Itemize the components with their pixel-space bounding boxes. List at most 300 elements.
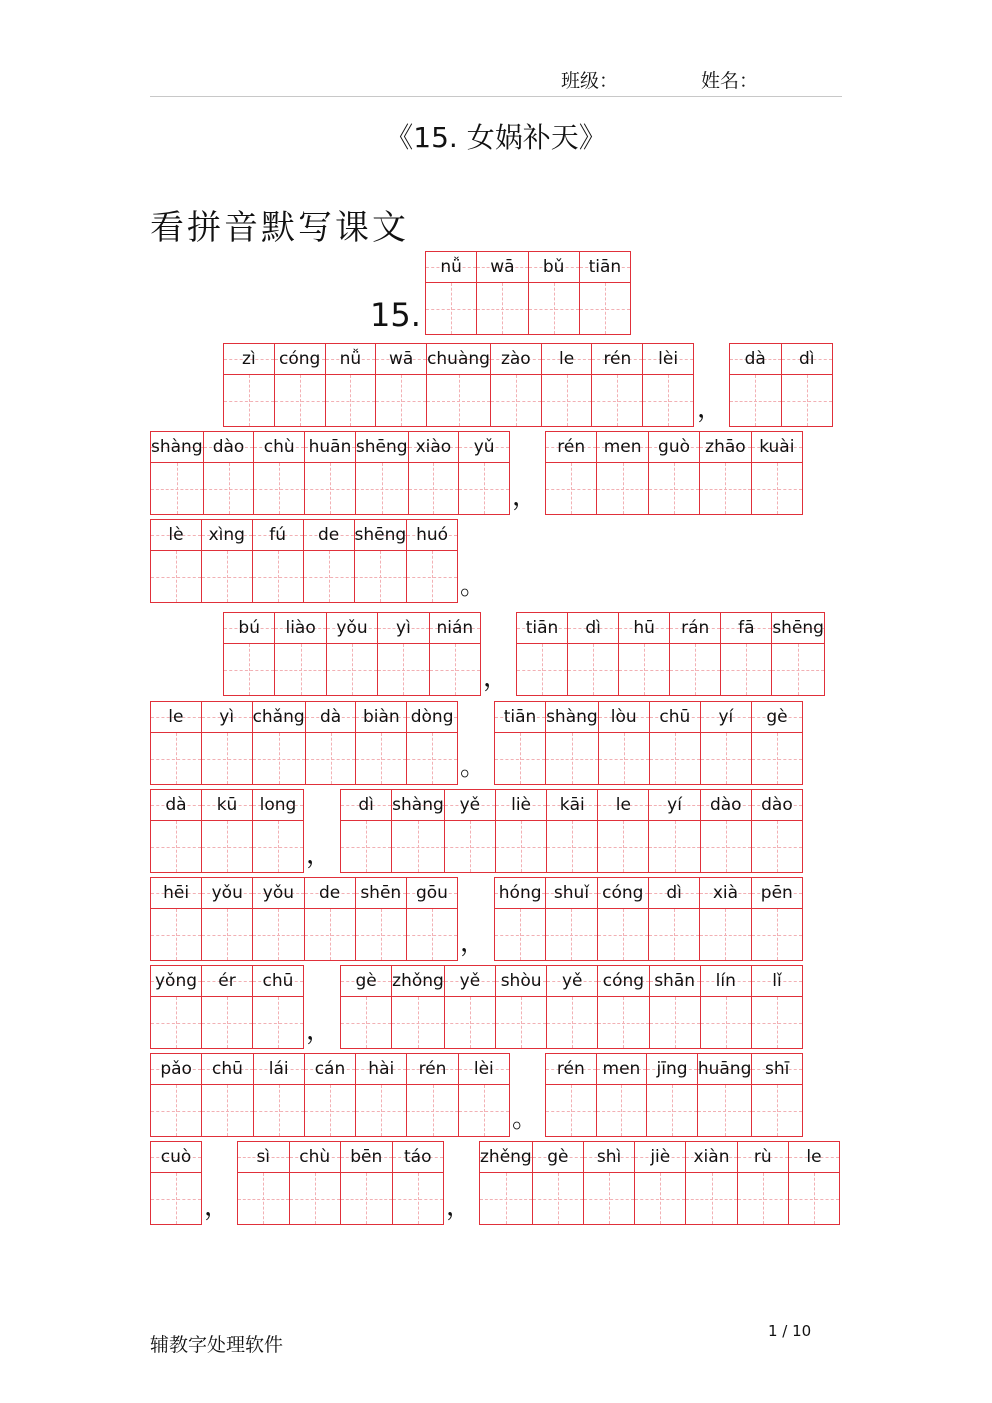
writing-square[interactable] bbox=[650, 733, 700, 784]
writing-square[interactable] bbox=[253, 909, 303, 960]
writing-square[interactable] bbox=[151, 733, 201, 784]
character-cell bbox=[517, 613, 568, 695]
writing-square[interactable] bbox=[204, 463, 254, 514]
character-cell bbox=[341, 966, 392, 1048]
writing-square[interactable] bbox=[407, 909, 457, 960]
pinyin-syllable: chù bbox=[263, 437, 295, 457]
character-cell bbox=[304, 520, 355, 602]
writing-square[interactable] bbox=[670, 644, 720, 695]
writing-square[interactable] bbox=[275, 644, 325, 695]
character-cell bbox=[598, 966, 649, 1048]
character-cell bbox=[643, 344, 693, 426]
writing-square[interactable] bbox=[650, 997, 700, 1048]
pinyin-syllable: yǔ bbox=[473, 437, 495, 457]
writing-square[interactable] bbox=[151, 909, 201, 960]
pinyin-box bbox=[477, 252, 527, 283]
writing-square[interactable] bbox=[546, 463, 596, 514]
pinyin-syllable: zì bbox=[242, 349, 256, 369]
pinyin-syllable: rán bbox=[681, 618, 710, 638]
writing-square[interactable] bbox=[427, 375, 490, 426]
writing-square[interactable] bbox=[649, 463, 699, 514]
character-cell bbox=[445, 966, 496, 1048]
pinyin-box bbox=[392, 966, 444, 997]
pinyin-box bbox=[649, 432, 699, 463]
pinyin-box bbox=[598, 790, 648, 821]
writing-square[interactable] bbox=[202, 733, 252, 784]
writing-square[interactable] bbox=[202, 1085, 252, 1136]
writing-square[interactable] bbox=[327, 644, 377, 695]
pinyin-box bbox=[356, 878, 406, 909]
writing-square[interactable] bbox=[407, 1085, 457, 1136]
pinyin-syllable: chuàng bbox=[427, 349, 490, 369]
writing-square[interactable] bbox=[496, 997, 546, 1048]
character-cell bbox=[649, 878, 700, 960]
pinyin-syllable: dà bbox=[744, 349, 766, 369]
pinyin-box bbox=[376, 344, 426, 375]
pinyin-syllable: táo bbox=[404, 1147, 432, 1167]
character-cell bbox=[650, 966, 701, 1048]
pinyin-box bbox=[738, 1142, 788, 1173]
character-cell bbox=[151, 1054, 202, 1136]
pinyin-syllable: yě bbox=[459, 971, 481, 991]
pinyin-syllable: shì bbox=[596, 1147, 622, 1167]
pinyin-syllable: cuò bbox=[160, 1147, 192, 1167]
pinyin-box bbox=[546, 702, 598, 733]
writing-square[interactable] bbox=[598, 997, 648, 1048]
character-cell bbox=[752, 790, 802, 872]
pinyin-box bbox=[496, 790, 546, 821]
pinyin-box bbox=[253, 878, 303, 909]
writing-square[interactable] bbox=[491, 375, 541, 426]
pinyin-box bbox=[752, 702, 802, 733]
pinyin-box bbox=[151, 1142, 201, 1173]
pinyin-syllable: rén bbox=[418, 1059, 447, 1079]
punctuation-mark: ， bbox=[460, 928, 487, 958]
character-cell bbox=[635, 1142, 686, 1224]
writing-square[interactable] bbox=[407, 551, 457, 602]
character-cell bbox=[546, 1054, 597, 1136]
writing-square[interactable] bbox=[598, 909, 648, 960]
character-cell bbox=[698, 1054, 753, 1136]
tianzige-group bbox=[340, 789, 803, 873]
writing-square[interactable] bbox=[752, 1085, 802, 1136]
character-cell bbox=[392, 966, 445, 1048]
writing-square[interactable] bbox=[480, 1173, 532, 1224]
pinyin-syllable: shòu bbox=[500, 971, 542, 991]
writing-square[interactable] bbox=[584, 1173, 634, 1224]
pinyin-syllable: huāng bbox=[697, 1059, 752, 1079]
pinyin-syllable: men bbox=[602, 1059, 641, 1079]
pinyin-box bbox=[584, 1142, 634, 1173]
pinyin-syllable: shàng bbox=[392, 795, 444, 815]
punctuation-mark: ， bbox=[204, 1192, 231, 1222]
pinyin-syllable: pǎo bbox=[160, 1059, 192, 1079]
pinyin-box bbox=[202, 878, 252, 909]
pinyin-syllable: kāi bbox=[559, 795, 585, 815]
pinyin-box bbox=[643, 344, 693, 375]
pinyin-syllable: jiè bbox=[650, 1147, 671, 1167]
writing-square[interactable] bbox=[355, 551, 407, 602]
writing-square[interactable] bbox=[597, 463, 647, 514]
pinyin-syllable: cóng bbox=[602, 971, 645, 991]
writing-square[interactable] bbox=[253, 997, 303, 1048]
writing-square[interactable] bbox=[598, 821, 648, 872]
pinyin-syllable: shàng bbox=[151, 437, 203, 457]
writing-square[interactable] bbox=[772, 644, 824, 695]
character-cell bbox=[253, 790, 303, 872]
pinyin-box bbox=[356, 702, 406, 733]
writing-square[interactable] bbox=[529, 283, 579, 334]
character-cell bbox=[496, 966, 547, 1048]
writing-square[interactable] bbox=[752, 909, 802, 960]
writing-square[interactable] bbox=[151, 1173, 201, 1224]
writing-square[interactable] bbox=[701, 821, 751, 872]
writing-square[interactable] bbox=[275, 375, 325, 426]
character-cell bbox=[305, 878, 356, 960]
pinyin-syllable: yǒng bbox=[154, 971, 198, 991]
pinyin-syllable: rén bbox=[557, 437, 586, 457]
pinyin-syllable: dà bbox=[165, 795, 187, 815]
writing-square[interactable] bbox=[151, 997, 201, 1048]
writing-square[interactable] bbox=[254, 1085, 304, 1136]
writing-square[interactable] bbox=[533, 1173, 583, 1224]
tianzige-group bbox=[516, 612, 825, 696]
pinyin-box bbox=[445, 790, 495, 821]
pinyin-box bbox=[568, 613, 618, 644]
tianzige-group bbox=[223, 612, 481, 696]
character-cell bbox=[496, 790, 547, 872]
writing-square[interactable] bbox=[392, 821, 444, 872]
character-cell bbox=[480, 1142, 533, 1224]
character-cell bbox=[701, 790, 752, 872]
writing-square[interactable] bbox=[547, 997, 597, 1048]
character-cell bbox=[407, 878, 457, 960]
writing-square[interactable] bbox=[649, 821, 699, 872]
character-cell bbox=[647, 1054, 698, 1136]
pinyin-box bbox=[356, 1054, 406, 1085]
pinyin-syllable: lòu bbox=[610, 707, 637, 727]
pinyin-box bbox=[700, 878, 750, 909]
pinyin-syllable: hài bbox=[368, 1059, 395, 1079]
writing-square[interactable] bbox=[326, 375, 376, 426]
writing-square[interactable] bbox=[496, 821, 546, 872]
writing-square[interactable] bbox=[597, 1085, 647, 1136]
writing-square[interactable] bbox=[701, 997, 751, 1048]
pinyin-syllable: dì bbox=[358, 795, 374, 815]
pinyin-syllable: dì bbox=[798, 349, 815, 369]
writing-square[interactable] bbox=[546, 1085, 596, 1136]
writing-square[interactable] bbox=[376, 375, 426, 426]
character-cell bbox=[151, 878, 202, 960]
pinyin-box bbox=[517, 613, 567, 644]
pinyin-syllable: lái bbox=[268, 1059, 289, 1079]
writing-square[interactable] bbox=[253, 821, 303, 872]
pinyin-box bbox=[495, 878, 545, 909]
pinyin-box bbox=[701, 790, 751, 821]
writing-square[interactable] bbox=[477, 283, 527, 334]
character-cell bbox=[789, 1142, 839, 1224]
writing-square[interactable] bbox=[224, 644, 274, 695]
pinyin-syllable: le bbox=[559, 349, 575, 369]
writing-square[interactable] bbox=[701, 733, 751, 784]
pinyin-box bbox=[290, 1142, 341, 1173]
tianzige-group bbox=[425, 251, 631, 335]
writing-square[interactable] bbox=[407, 733, 457, 784]
character-cell bbox=[356, 1054, 407, 1136]
pinyin-syllable: hēi bbox=[163, 883, 190, 903]
character-cell bbox=[701, 702, 752, 784]
writing-square[interactable] bbox=[752, 733, 802, 784]
punctuation-mark: ， bbox=[512, 482, 539, 512]
tianzige-group bbox=[150, 431, 510, 515]
writing-square[interactable] bbox=[721, 644, 771, 695]
writing-square[interactable] bbox=[495, 733, 545, 784]
writing-square[interactable] bbox=[378, 644, 428, 695]
writing-square[interactable] bbox=[341, 997, 391, 1048]
writing-square[interactable] bbox=[202, 551, 252, 602]
character-cell bbox=[542, 344, 593, 426]
character-cell bbox=[547, 790, 598, 872]
writing-square[interactable] bbox=[393, 1173, 444, 1224]
tianzige-group bbox=[479, 1141, 840, 1225]
character-cell bbox=[327, 613, 378, 695]
writing-square[interactable] bbox=[151, 463, 203, 514]
character-cell bbox=[752, 966, 802, 1048]
writing-square[interactable] bbox=[356, 733, 406, 784]
character-cell bbox=[151, 702, 202, 784]
tianzige-group bbox=[729, 343, 833, 427]
writing-square[interactable] bbox=[238, 1173, 289, 1224]
writing-square[interactable] bbox=[580, 283, 630, 334]
writing-square[interactable] bbox=[686, 1173, 736, 1224]
pinyin-syllable: nǚ bbox=[339, 349, 362, 369]
pinyin-syllable: gè bbox=[355, 971, 377, 991]
tianzige-group bbox=[494, 701, 803, 785]
pinyin-syllable: gōu bbox=[415, 883, 448, 903]
writing-square[interactable] bbox=[599, 733, 649, 784]
character-cell bbox=[533, 1142, 584, 1224]
writing-square[interactable] bbox=[635, 1173, 685, 1224]
writing-square[interactable] bbox=[341, 821, 391, 872]
pinyin-syllable: cóng bbox=[602, 883, 644, 903]
pinyin-syllable: gè bbox=[547, 1147, 569, 1167]
character-cell bbox=[151, 520, 202, 602]
writing-square[interactable] bbox=[782, 375, 833, 426]
character-cell bbox=[491, 344, 542, 426]
pinyin-box bbox=[598, 878, 648, 909]
character-cell bbox=[376, 344, 427, 426]
writing-square[interactable] bbox=[224, 375, 274, 426]
writing-square[interactable] bbox=[542, 375, 592, 426]
pinyin-box bbox=[407, 878, 457, 909]
writing-square[interactable] bbox=[253, 733, 305, 784]
pinyin-box bbox=[254, 432, 304, 463]
pinyin-syllable: huó bbox=[416, 525, 449, 545]
pinyin-syllable: rù bbox=[753, 1147, 772, 1167]
character-cell bbox=[597, 1054, 648, 1136]
character-cell bbox=[254, 432, 305, 514]
pinyin-syllable: lè bbox=[168, 525, 184, 545]
pinyin-box bbox=[580, 252, 630, 283]
pinyin-syllable: men bbox=[603, 437, 642, 457]
pinyin-box bbox=[598, 966, 648, 997]
character-cell bbox=[355, 520, 408, 602]
writing-square[interactable] bbox=[700, 909, 750, 960]
writing-square[interactable] bbox=[459, 463, 509, 514]
writing-square[interactable] bbox=[738, 1173, 788, 1224]
document-title: 《15. 女娲补天》 bbox=[385, 121, 607, 154]
pinyin-box bbox=[305, 432, 355, 463]
writing-square[interactable] bbox=[789, 1173, 839, 1224]
pinyin-box bbox=[547, 790, 597, 821]
pinyin-syllable: dào bbox=[709, 795, 742, 815]
pinyin-box bbox=[304, 520, 354, 551]
pinyin-box bbox=[547, 966, 597, 997]
pinyin-syllable: gè bbox=[766, 707, 788, 727]
writing-square[interactable] bbox=[649, 909, 699, 960]
character-cell bbox=[305, 432, 356, 514]
pinyin-box bbox=[459, 1054, 509, 1085]
pinyin-box bbox=[275, 344, 325, 375]
pinyin-syllable: tiān bbox=[525, 618, 559, 638]
writing-square[interactable] bbox=[202, 821, 252, 872]
writing-square[interactable] bbox=[392, 997, 444, 1048]
section-heading: 看拼音默写课文 bbox=[150, 208, 409, 248]
pinyin-syllable: nián bbox=[436, 618, 474, 638]
writing-square[interactable] bbox=[409, 463, 459, 514]
writing-square[interactable] bbox=[341, 1173, 392, 1224]
character-cell bbox=[782, 344, 833, 426]
pinyin-box bbox=[772, 613, 824, 644]
writing-square[interactable] bbox=[647, 1085, 697, 1136]
writing-square[interactable] bbox=[445, 821, 495, 872]
pinyin-syllable: le bbox=[168, 707, 184, 727]
writing-square[interactable] bbox=[426, 283, 476, 334]
tianzige-group bbox=[150, 519, 458, 603]
character-cell bbox=[151, 790, 202, 872]
character-cell bbox=[224, 613, 275, 695]
tianzige-group bbox=[340, 965, 803, 1049]
pinyin-syllable: fú bbox=[269, 525, 287, 545]
lesson-number: 15. bbox=[370, 296, 421, 334]
character-cell bbox=[430, 613, 480, 695]
writing-square[interactable] bbox=[643, 375, 693, 426]
pinyin-box bbox=[254, 1054, 304, 1085]
writing-square[interactable] bbox=[547, 821, 597, 872]
character-cell bbox=[598, 878, 649, 960]
writing-square[interactable] bbox=[253, 551, 303, 602]
writing-square[interactable] bbox=[546, 733, 598, 784]
pinyin-syllable: shēng bbox=[772, 618, 824, 638]
writing-square[interactable] bbox=[254, 463, 304, 514]
pinyin-syllable: cóng bbox=[278, 349, 321, 369]
character-cell bbox=[151, 966, 202, 1048]
writing-square[interactable] bbox=[752, 821, 802, 872]
writing-square[interactable] bbox=[356, 909, 406, 960]
character-cell bbox=[598, 790, 649, 872]
character-cell bbox=[202, 966, 253, 1048]
writing-square[interactable] bbox=[290, 1173, 341, 1224]
character-cell bbox=[275, 344, 326, 426]
pinyin-box bbox=[275, 613, 325, 644]
pinyin-box bbox=[305, 878, 355, 909]
writing-square[interactable] bbox=[619, 644, 669, 695]
writing-square[interactable] bbox=[305, 463, 355, 514]
writing-square[interactable] bbox=[568, 644, 618, 695]
character-cell bbox=[253, 520, 304, 602]
pinyin-syllable: de bbox=[318, 883, 341, 903]
pinyin-syllable: kū bbox=[216, 795, 238, 815]
pinyin-box bbox=[592, 344, 642, 375]
writing-square[interactable] bbox=[151, 1085, 201, 1136]
writing-square[interactable] bbox=[700, 463, 750, 514]
character-cell bbox=[459, 432, 509, 514]
pinyin-box bbox=[700, 432, 750, 463]
character-cell bbox=[306, 702, 357, 784]
pinyin-syllable: xiào bbox=[415, 437, 452, 457]
pinyin-box bbox=[224, 613, 274, 644]
writing-square[interactable] bbox=[202, 997, 252, 1048]
writing-square[interactable] bbox=[430, 644, 480, 695]
writing-square[interactable] bbox=[546, 909, 596, 960]
writing-square[interactable] bbox=[730, 375, 781, 426]
writing-square[interactable] bbox=[306, 733, 356, 784]
character-cell bbox=[701, 966, 752, 1048]
writing-square[interactable] bbox=[356, 463, 408, 514]
pinyin-box bbox=[355, 520, 407, 551]
pinyin-syllable: shuǐ bbox=[553, 883, 590, 903]
pinyin-syllable: dào bbox=[761, 795, 793, 815]
page-number: 1 / 10 bbox=[768, 1322, 812, 1340]
pinyin-syllable: zhěng bbox=[480, 1147, 532, 1167]
pinyin-box bbox=[151, 1054, 201, 1085]
punctuation-mark: ， bbox=[306, 1016, 333, 1046]
pinyin-syllable: yě bbox=[459, 795, 481, 815]
pinyin-box bbox=[649, 790, 699, 821]
pinyin-syllable: lèi bbox=[658, 349, 679, 369]
pinyin-box bbox=[546, 878, 596, 909]
writing-square[interactable] bbox=[151, 551, 201, 602]
writing-square[interactable] bbox=[305, 909, 355, 960]
writing-square[interactable] bbox=[305, 1085, 355, 1136]
writing-square[interactable] bbox=[459, 1085, 509, 1136]
pinyin-syllable: kuài bbox=[759, 437, 795, 457]
writing-square[interactable] bbox=[304, 551, 354, 602]
writing-square[interactable] bbox=[752, 997, 802, 1048]
character-cell bbox=[356, 878, 407, 960]
pinyin-syllable: sì bbox=[256, 1147, 271, 1167]
pinyin-box bbox=[491, 344, 541, 375]
character-cell bbox=[253, 966, 303, 1048]
writing-square[interactable] bbox=[202, 909, 252, 960]
character-cell bbox=[584, 1142, 635, 1224]
writing-square[interactable] bbox=[356, 1085, 406, 1136]
pinyin-syllable: bǔ bbox=[542, 257, 565, 277]
character-cell bbox=[290, 1142, 342, 1224]
writing-square[interactable] bbox=[698, 1085, 752, 1136]
writing-square[interactable] bbox=[495, 909, 545, 960]
writing-square[interactable] bbox=[752, 463, 802, 514]
character-cell bbox=[495, 702, 546, 784]
pinyin-syllable: liào bbox=[285, 618, 316, 638]
pinyin-syllable: zhǒng bbox=[392, 971, 444, 991]
writing-square[interactable] bbox=[151, 821, 201, 872]
writing-square[interactable] bbox=[592, 375, 642, 426]
punctuation-mark: ， bbox=[697, 394, 724, 424]
pinyin-box bbox=[427, 344, 490, 375]
writing-square[interactable] bbox=[517, 644, 567, 695]
writing-square[interactable] bbox=[445, 997, 495, 1048]
